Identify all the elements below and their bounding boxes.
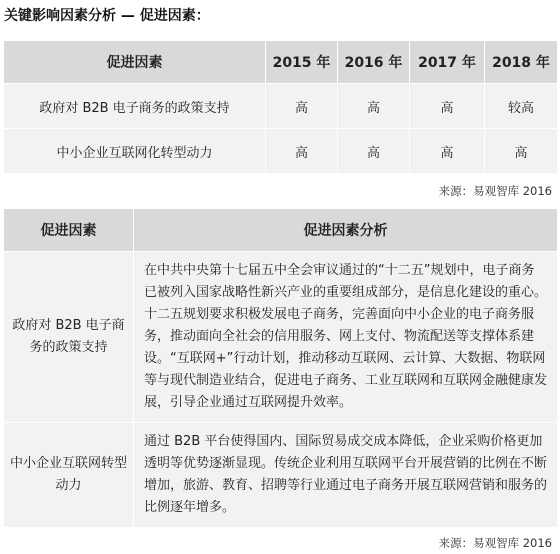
table-row: [4, 423, 558, 528]
rating-cell: 高: [485, 129, 558, 174]
rating-cell: 高: [266, 129, 338, 174]
section-heading: 关键影响因素分析 — 促进因素：: [4, 8, 210, 24]
factor-analysis-table: [3, 208, 558, 528]
rating-cell: 高: [410, 129, 485, 174]
column-header-2016: 2016 年: [338, 41, 410, 84]
column-header-2015: 2015 年: [266, 41, 338, 84]
factor-cell: 政府对 B2B 电子商务的政策支持: [4, 252, 134, 423]
table-row: [4, 252, 558, 423]
factor-rating-table: [3, 40, 558, 174]
analysis-cell: 在中共中央第十七届五中全会审议通过的“十二五”规划中，电子商务已被列入国家战略性新兴产业的重要组成部分，是信息化建设的重心。十二五规划要求积极发展电子商务，完善面向中小企业的电子商务服务，推动面向全社会的信用服务、网上支付、物流配送等支撑体系建设。“互联网+”行动计划，推动移动互联网、云计算、大数据、物联网等与现代制造业结合，促进电子商务、工业互联网和互联网金融健康发展，引导企业通过互联网提升效率。: [134, 252, 558, 423]
source-note: 来源：易观智库 2016: [438, 184, 552, 198]
rating-cell: 较高: [485, 84, 558, 129]
table-row: [4, 129, 558, 174]
table-header-row: [4, 209, 558, 252]
factor-cell: 中小企业互联网转型动力: [4, 423, 134, 528]
column-header-2018: 2018 年: [485, 41, 558, 84]
column-header-factor: 促进因素: [4, 209, 134, 252]
analysis-cell: 通过 B2B 平台使得国内、国际贸易成交成本降低，企业采购价格更加透明等优势逐渐显现。传统企业利用互联网平台开展营销的比例在不断增加，旅游、教育、招聘等行业通过电子商务开展互联网营销和服务的比例逐年增多。: [134, 423, 558, 528]
rating-cell: 高: [266, 84, 338, 129]
column-header-analysis: 促进因素分析: [134, 209, 558, 252]
table-row: [4, 84, 558, 129]
rating-cell: 高: [338, 129, 410, 174]
column-header-2017: 2017 年: [410, 41, 485, 84]
factor-cell: 中小企业互联网化转型动力: [4, 129, 266, 174]
rating-cell: 高: [338, 84, 410, 129]
column-header-factor: 促进因素: [4, 41, 266, 84]
rating-cell: 高: [410, 84, 485, 129]
source-note: 来源：易观智库 2016: [438, 536, 552, 550]
factor-cell: 政府对 B2B 电子商务的政策支持: [4, 84, 266, 129]
table-header-row: [4, 41, 558, 84]
